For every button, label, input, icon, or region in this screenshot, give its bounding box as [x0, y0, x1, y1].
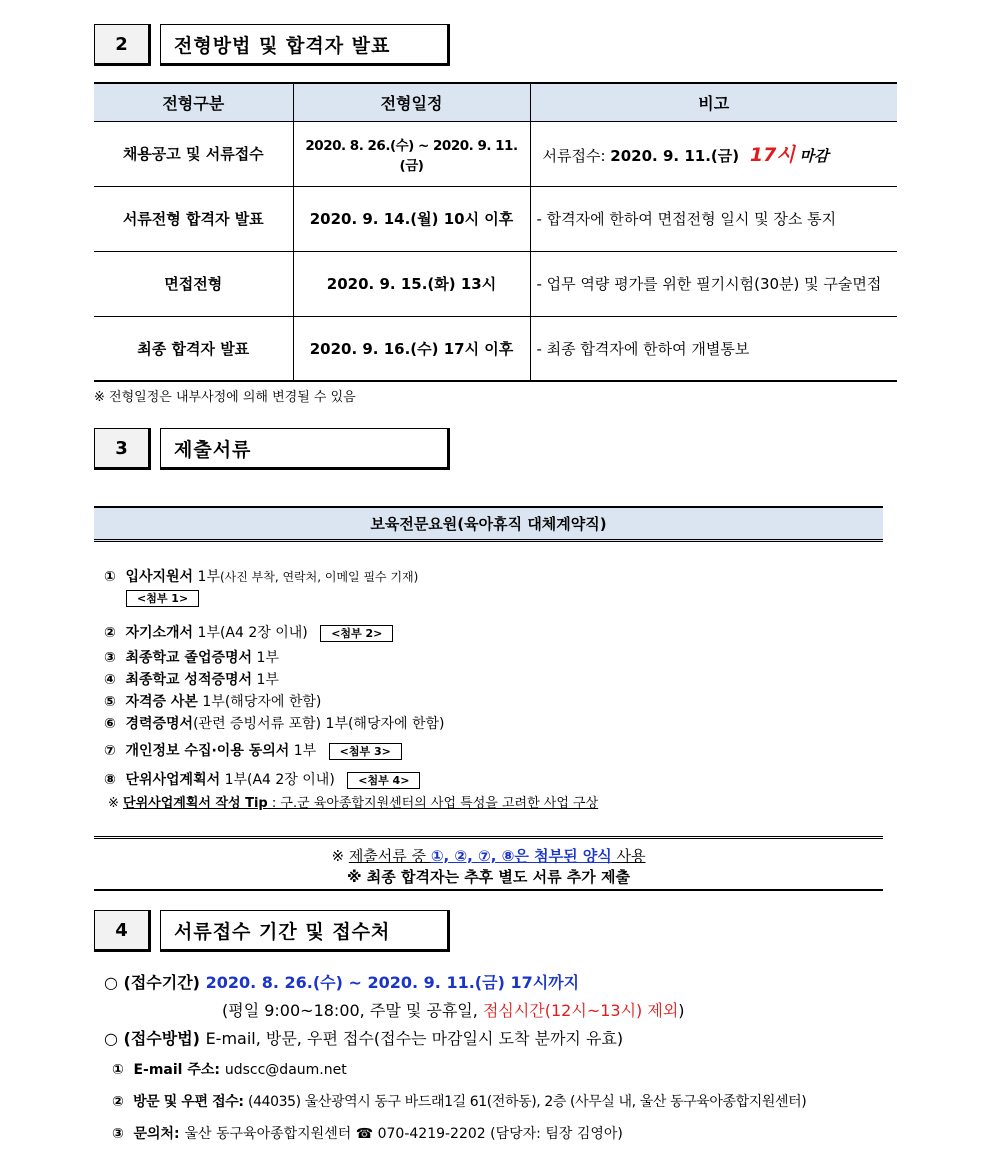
doc-name: 단위사업계획서 — [125, 772, 221, 788]
item-number: ① — [112, 1062, 124, 1078]
note-cell: - 최종 합격자에 한하여 개별통보 — [530, 316, 897, 381]
list-item — [104, 691, 321, 711]
visit-label: 방문 및 우편 접수: — [133, 1094, 249, 1110]
schedule-footnote: ※ 전형일정은 내부사정에 의해 변경될 수 있음 — [94, 390, 356, 405]
attach-badge: <첨부 1> — [126, 590, 199, 607]
reception-contact — [112, 1123, 623, 1143]
col-header-date: 전형일정 — [293, 83, 530, 121]
doc-detail: 1부 — [252, 650, 279, 666]
item-number: ③ — [112, 1126, 124, 1142]
method-value: E-mail, 방문, 우편 접수(접수는 마감일시 도착 분까지 유효) — [205, 1029, 624, 1048]
item-number: ④ — [104, 672, 116, 688]
phone-icon: ☎ — [355, 1126, 374, 1142]
item-number: ② — [104, 625, 116, 641]
doc-detail: (관련 증빙서류 포함) 1부(해당자에 한함) — [193, 716, 445, 732]
table-row — [94, 251, 897, 316]
stage-cell: 면접전형 — [94, 251, 293, 316]
doc-name: 최종학교 성적증명서 — [125, 672, 253, 688]
hours-text-a: (평일 9:00~18:00, 주말 및 공휴일, — [222, 1001, 483, 1020]
item-number: ② — [112, 1094, 124, 1110]
doc-detail: 1부(A4 2장 이내) — [220, 772, 335, 788]
item-number: ⑦ — [104, 743, 116, 759]
section-2-title: 전형방법 및 합격자 발표 — [160, 24, 450, 66]
col-header-note: 비고 — [530, 83, 897, 121]
date-cell: 2020. 9. 15.(화) 13시 — [293, 251, 530, 316]
doc-name: 자격증 사본 — [125, 694, 198, 710]
summary-text-b: 사용 — [611, 847, 646, 865]
section-4-number: 4 — [94, 910, 151, 952]
item-number: ① — [104, 569, 116, 585]
doc-detail: 1부(해당자에 한함) — [197, 694, 322, 710]
note-cell: - 업무 역량 평가를 위한 필기시험(30분) 및 구술면접 — [530, 251, 897, 316]
item-number: ⑧ — [104, 772, 116, 788]
schedule-table — [94, 82, 897, 382]
doc-small: (사진 부착, 연락처, 이메일 필수 기재) — [219, 570, 419, 584]
note-deadline-date: 2020. 9. 11.(금) — [610, 147, 740, 165]
list-item — [104, 622, 393, 642]
plan-tip — [108, 792, 598, 811]
stage-cell: 채용공고 및 서류접수 — [94, 121, 293, 186]
contact-value-a: 울산 동구육아종합지원센터 — [184, 1126, 356, 1142]
section-3-number: 3 — [94, 428, 151, 470]
doc-detail: 1부(A4 2장 이내) — [193, 625, 308, 641]
hours-lunch: 점심시간(12시~13시) 제외 — [482, 1001, 679, 1020]
note-deadline-time: 17시 — [749, 144, 795, 166]
schedule-header-row — [94, 83, 897, 121]
contact-value-b: 070-4219-2202 (담당자: 팀장 김영아) — [373, 1126, 623, 1142]
list-item — [104, 740, 402, 760]
summary-highlight: ①, ②, ⑦, ⑧은 첨부된 양식 — [430, 847, 612, 865]
hours-text-b: ) — [678, 1001, 685, 1020]
doc-name: 최종학교 졸업증명서 — [125, 650, 253, 666]
doc-name: 개인정보 수집·이용 동의서 — [125, 743, 290, 759]
note-deadline-suffix: 마감 — [799, 147, 829, 165]
visit-value: (44035) 울산광역시 동구 바드래1길 61(전하동), 2층 (사무실 내, 울산 동구육아종합지원센터) — [248, 1094, 807, 1110]
reception-address — [112, 1091, 806, 1111]
date-cell: 2020. 8. 26.(수) ~ 2020. 9. 11.(금) — [293, 121, 530, 186]
note-cell: - 합격자에 한하여 면접전형 일시 및 장소 통지 — [530, 186, 897, 251]
table-row — [94, 186, 897, 251]
table-row — [94, 121, 897, 186]
reception-period — [104, 970, 579, 993]
attachment-label — [118, 590, 199, 607]
doc-name: 자기소개서 — [125, 625, 194, 641]
item-number: ⑤ — [104, 694, 116, 710]
summary-line-1 — [94, 845, 883, 866]
reception-email — [112, 1059, 347, 1079]
date-cell: 2020. 9. 16.(수) 17시 이후 — [293, 316, 530, 381]
item-number: ③ — [104, 650, 116, 666]
section-4-title: 서류접수 기간 및 접수처 — [160, 910, 450, 952]
list-item — [104, 566, 418, 586]
tip-prefix: ※ — [108, 796, 124, 811]
contact-label: 문의처: — [133, 1126, 185, 1142]
doc-name: 입사지원서 — [125, 569, 194, 585]
note-prefix: 서류접수: — [542, 147, 611, 165]
doc-detail: 1부 — [289, 743, 317, 759]
note-cell — [530, 121, 897, 186]
period-value: 2020. 8. 26.(수) ~ 2020. 9. 11.(금) 17시까지 — [205, 973, 580, 992]
table-row — [94, 316, 897, 381]
reception-method — [104, 1026, 623, 1049]
list-item — [104, 769, 420, 789]
doc-detail: 1부 — [252, 672, 279, 688]
stage-cell: 최종 합격자 발표 — [94, 316, 293, 381]
summary-text-a: 제출서류 중 — [348, 847, 431, 865]
date-cell: 2020. 9. 14.(월) 10시 이후 — [293, 186, 530, 251]
summary-box — [94, 836, 883, 891]
section-3-title: 제출서류 — [160, 428, 450, 470]
item-number: ⑥ — [104, 716, 116, 732]
attach-badge: <첨부 4> — [347, 772, 420, 789]
col-header-stage: 전형구분 — [94, 83, 293, 121]
method-label: ○ (접수방법) — [104, 1029, 206, 1048]
attach-badge: <첨부 2> — [320, 625, 393, 642]
list-item — [104, 669, 279, 689]
email-value: udscc@daum.net — [224, 1062, 347, 1078]
position-header: 보육전문요원(육아휴직 대체계약직) — [94, 506, 883, 542]
doc-name: 경력증명서 — [125, 716, 194, 732]
tip-text: : 구.군 육아종합지원센터의 사업 특성을 고려한 사업 구상 — [267, 796, 599, 811]
period-label: ○ (접수기간) — [104, 973, 206, 992]
stage-cell: 서류전형 합격자 발표 — [94, 186, 293, 251]
tip-label: 단위사업계획서 작성 Tip — [123, 796, 268, 811]
summary-prefix: ※ — [331, 847, 349, 865]
doc-detail: 1부 — [193, 569, 220, 585]
list-item — [104, 647, 279, 667]
list-item — [104, 713, 445, 733]
section-2-number: 2 — [94, 24, 151, 66]
email-label: E-mail 주소: — [133, 1062, 225, 1078]
attach-badge: <첨부 3> — [329, 743, 402, 760]
summary-line-2: ※ 최종 합격자는 추후 별도 서류 추가 제출 — [347, 868, 630, 886]
reception-hours — [222, 998, 685, 1021]
